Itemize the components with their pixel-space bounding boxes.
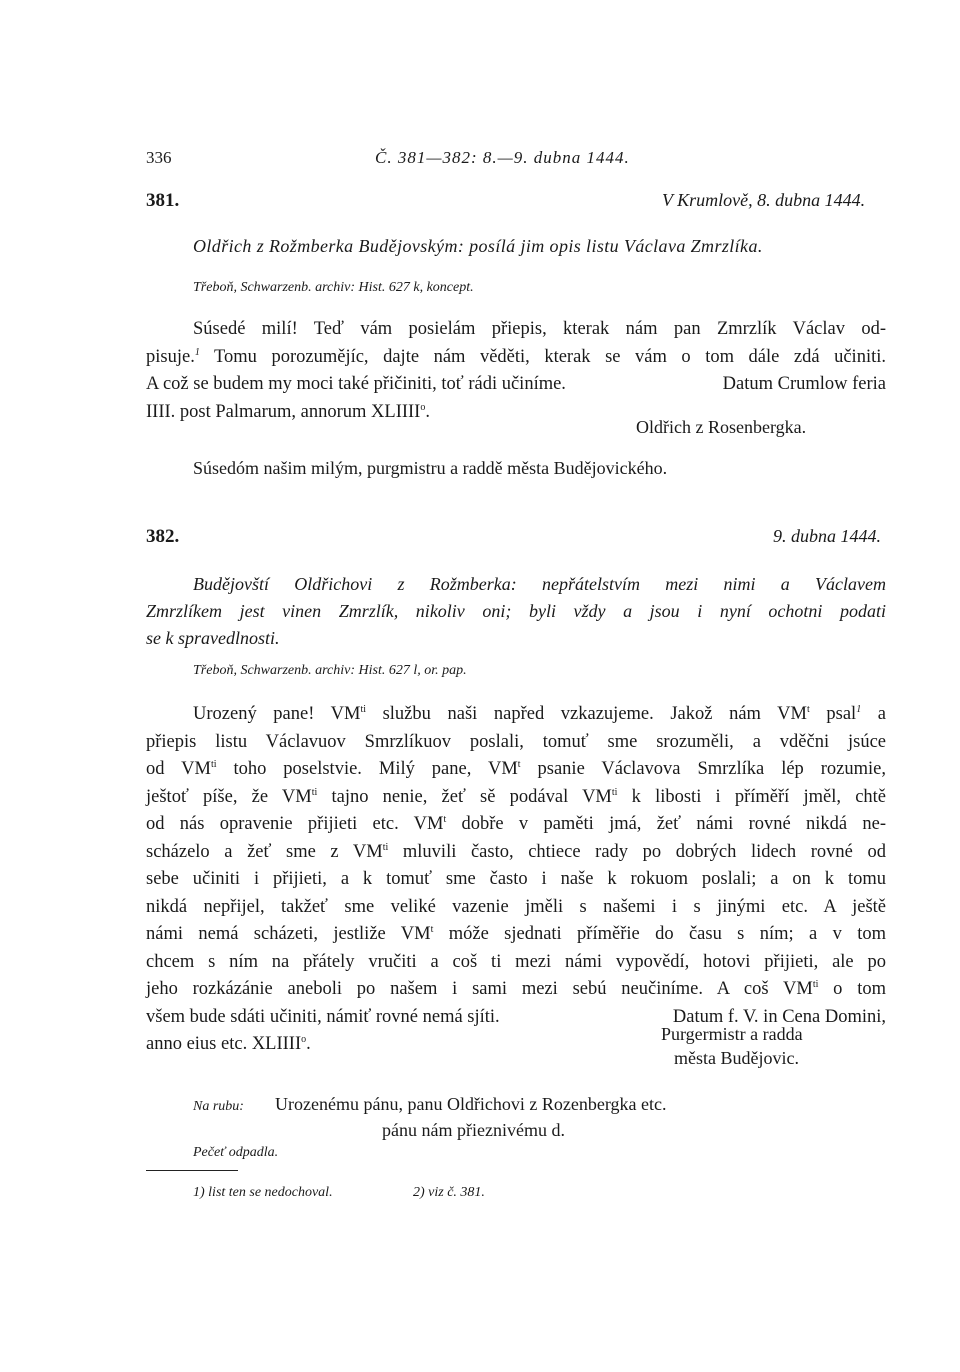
- footnote-1: 1) list ten se nedochoval.: [193, 1185, 333, 1200]
- doc381-signature: Oldřich z Rosenbergka.: [636, 417, 807, 437]
- doc381-line-3: A což se budem my moci také přičiniti, toť rádi učiníme. Datum Crumlow feria: [146, 374, 886, 394]
- doc381-summary: Oldřich z Rožmberka Budějovským: posílá jim opis listu Václava Zmrzlíka.: [193, 236, 763, 256]
- verso-label: Na rubu:: [193, 1099, 244, 1114]
- doc381-source: Třeboň, Schwarzenb. archiv: Hist. 627 k, koncept.: [193, 280, 474, 295]
- doc382-line-10: chcem s ním na přátely vručiti a coš ti mezi námi vypovědí, hotovi přijieti, ale po: [146, 951, 886, 972]
- doc382-line-12: všem bude sdáti učiniti, námiť rovné nemá sjíti. Datum f. V. in Cena Domini,: [146, 1006, 886, 1027]
- doc382-line-11: jeho rozkázánie aneboli po našem i sami mezi sebú neučiníme. A coš $VM^{ti}$ o tom: [146, 979, 886, 999]
- seal-note: Pečeť odpadla.: [193, 1145, 279, 1160]
- doc382-line-7: sebe učiniti i přijieti, a k tomuť sme často i naše k rokuom poslali; a on k tomu: [146, 869, 886, 889]
- doc381-line-4: IIII. post Palmarum, annorum XLIIII$^o$.: [146, 401, 430, 422]
- doc382-signature-2: města Budějovic.: [674, 1048, 799, 1068]
- doc382-line-9: námi nemá scházeti, jestliže $VM^t$ móže sjednati příměřie do času s ním; a v tom: [146, 924, 886, 944]
- doc382-line-13: anno eius etc. XLIIII$^o$.: [146, 1034, 311, 1054]
- doc382-summary: Budějovští Oldřichovi z Rožmberka: nepřátelstvím mezi nimi a Václavem Zmrzlíkem jest vinen Zmrzlík, nikoliv oni; byli vždy a jsou i nyní ochotni podati se k spravedlnosti.: [146, 574, 886, 648]
- doc382-line-4: ještoť píše, že $VM^{ti}$ tajno nenie, žeť sě podával $VM^{ti}$ k libosti i příměří jměl, chtě: [146, 786, 887, 807]
- doc382-line-1: Urozený pane! $VM^{ti}$ službu naši napřed vzkazujeme. Jakož nám $VM^t$ psal$^1$ a: [193, 704, 886, 724]
- footnote-2: 2) viz č. 381.: [413, 1185, 485, 1200]
- footnote-rule: [146, 1170, 238, 1171]
- doc381-line-2: pisuje.$^1$ Tomu porozumějíc, dajte nám věděti, kterak se vám o tom dále zdá učiniti.: [146, 346, 886, 367]
- doc382-date: 9. dubna 1444.: [773, 526, 881, 546]
- doc382-source: Třeboň, Schwarzenb. archiv: Hist. 627 l, or. pap.: [193, 663, 467, 678]
- doc382-line-5: od nás opravenie přijieti etc. $VM^t$ dobře v paměti jmá, žeť námi rovné nikdá ne-: [146, 814, 886, 834]
- page-number: 336: [146, 148, 172, 167]
- doc382-signature-1: Purgermistr a radda: [661, 1024, 803, 1044]
- doc382-number: 382.: [146, 526, 180, 547]
- verso-line-2: pánu nám přieznivému d.: [382, 1120, 565, 1140]
- doc382-line-8: nikdá nepřijel, takžeť sme veliké vazenie jměli s našemi i s jinými etc. A ještě: [146, 896, 886, 917]
- doc381-number: 381.: [146, 190, 180, 211]
- doc382-line-2: přiepis listu Václavuov Smrzlíkuov poslali, tomuť sme srozuměli, a vděčni jsúce: [146, 731, 886, 752]
- doc381-text: [146, 316, 886, 426]
- doc382-text: [146, 701, 886, 1059]
- doc381-place-date: V Krumlově, 8. dubna 1444.: [662, 190, 866, 210]
- doc381-address: Súsedóm našim milým, purgmistru a raddě města Budějovického.: [193, 458, 668, 478]
- doc382-line-3: od $VM^{ti}$ toho poselstvie. Milý pane, $VM^t$ psanie Václavova Smrzlíka lép rozumie,: [146, 759, 886, 779]
- doc381-line-1: Súsedé milí! Teď vám posielám přiepis, kterak nám pan Zmrzlík Václav od-: [193, 319, 886, 339]
- running-title: Č. 381—382: 8.—9. dubna 1444.: [375, 148, 630, 167]
- doc382-line-6: scházelo a žeť sme z $VM^{ti}$ mluvili často, chtiece rady po dobrých lidech rovné od: [146, 841, 886, 862]
- verso-line-1: Urozenému pánu, panu Oldřichovi z Rozenbergka etc.: [275, 1094, 667, 1114]
